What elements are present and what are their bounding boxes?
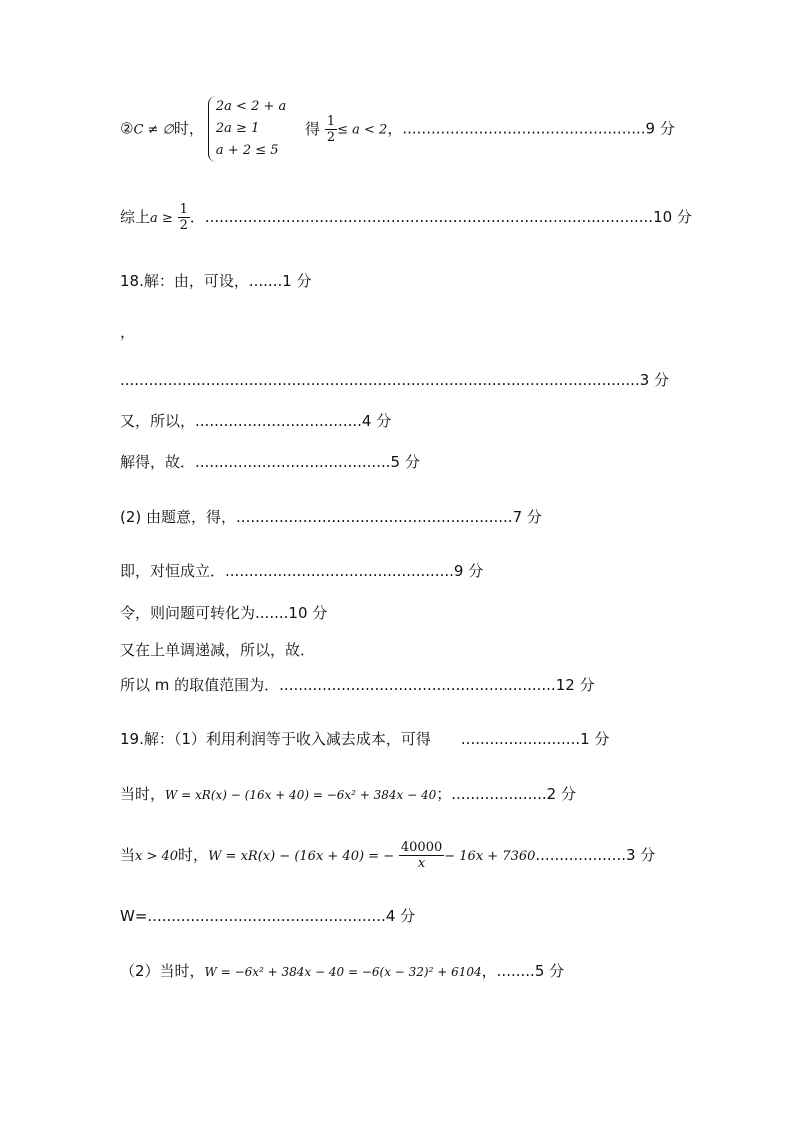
leader-dots: .......................................................... (279, 676, 556, 694)
text: ， (120, 323, 136, 341)
leader-dots: ......................................... (195, 453, 391, 471)
solution-line-14 (120, 784, 576, 805)
solution-line-1 (120, 96, 675, 162)
profit-formula: W = xR(x) − (16x + 40) = − (208, 849, 395, 864)
score: 10 分 (653, 208, 692, 226)
solution-line-2 (120, 202, 692, 233)
text: 令，则问题可转化为 (120, 604, 256, 622)
solution-line-8 (120, 507, 542, 527)
leader-dots: ............................................................................................................. (120, 371, 640, 389)
leader-dots: ......................... (460, 730, 581, 748)
fraction (178, 202, 190, 233)
text: 19.解：（1）利用利润等于收入减去成本，可得 (120, 730, 431, 748)
solution-line-13 (120, 729, 609, 749)
text: 18.解：由，可设， (120, 272, 249, 290)
leader-dots: .............................................................................................. (204, 208, 654, 226)
text: 又在上单调递减，所以，故． (120, 641, 316, 659)
condition-expr: C ≠ ∅ (133, 122, 174, 138)
fraction (399, 840, 444, 871)
text: 时， (178, 846, 209, 864)
leader-dots: ........ (496, 962, 535, 980)
expr: a ≥ (150, 211, 173, 226)
solution-line-7 (120, 452, 420, 472)
text: ， (481, 962, 497, 980)
solution-line-4 (120, 322, 135, 342)
leader-dots: ................................... (195, 412, 362, 430)
solution-line-5 (120, 370, 669, 390)
condition-expr: x > 40 (135, 849, 179, 864)
leader-dots: .................................................. (147, 907, 386, 925)
score: 4 分 (385, 907, 416, 925)
profit-formula: W = xR(x) − (16x + 40) = −6x² + 384x − 40 (165, 788, 437, 802)
score: 2 分 (546, 785, 576, 803)
text: ． (189, 208, 205, 226)
text: ； (436, 785, 452, 803)
text: W= (120, 907, 148, 925)
profit-formula-tail: − 16x + 7360 (444, 849, 536, 864)
leader-dots: ................................................ (225, 562, 454, 580)
score: 7 分 (512, 508, 542, 526)
text: 即，对恒成立． (120, 562, 226, 580)
score: 5 分 (390, 453, 420, 471)
leader-dots: .......................................................... (236, 508, 513, 526)
solution-line-10 (120, 603, 327, 623)
score: 3 分 (625, 846, 656, 864)
fraction-numerator: 1 (326, 113, 336, 129)
text: 又，所以， (120, 412, 196, 430)
solution-line-12 (120, 675, 595, 695)
circled-two: ② (120, 119, 134, 138)
text: 当时， (120, 785, 166, 803)
fraction-denominator: 2 (179, 218, 188, 233)
text: 当 (120, 846, 136, 864)
leader-dots: ....... (255, 604, 289, 622)
range-expr: ≤ a < 2 (337, 122, 388, 138)
solution-line-3 (120, 271, 312, 291)
score: 10 分 (288, 604, 328, 622)
profit-formula: W = −6x² + 384x − 40 = −6(x − 32)² + 6104 (204, 965, 482, 979)
score: 9 分 (453, 562, 484, 580)
score: 1 分 (580, 730, 610, 748)
solution-line-11 (120, 640, 315, 660)
text: 解得，故． (120, 453, 196, 471)
fraction-numerator: 1 (179, 202, 188, 217)
score: 4 分 (361, 412, 392, 430)
leader-dots: ....... (248, 272, 283, 290)
inequality-1: 2a < 2 + a (215, 99, 287, 114)
text: (2) 由题意，得， (120, 508, 237, 526)
fraction (325, 114, 337, 145)
inequality-3: a + 2 ≤ 5 (215, 143, 279, 158)
score: 1 分 (282, 272, 312, 290)
score: 5 分 (534, 962, 565, 980)
text: 综上 (120, 208, 151, 226)
text: （2）当时， (120, 962, 205, 980)
score: 3 分 (639, 371, 670, 389)
solution-line-6 (120, 411, 391, 431)
inequality-system (208, 96, 286, 162)
score: 12 分 (555, 676, 595, 694)
solution-line-16 (120, 906, 415, 926)
text-de: 得 (305, 119, 321, 138)
solution-line-17 (120, 961, 564, 982)
score: 9 分 (645, 119, 675, 138)
solution-line-15 (120, 840, 655, 871)
inequality-2: 2a ≥ 1 (215, 121, 260, 136)
text: 时， (173, 119, 204, 138)
solution-line-9 (120, 561, 483, 581)
fraction-denominator: 2 (326, 129, 336, 145)
leader-dots: ................................................... (402, 119, 646, 138)
leader-dots: .................... (451, 785, 547, 803)
text: 所以 m 的取值范围为． (120, 676, 280, 694)
leader-dots: ................... (535, 846, 626, 864)
fraction-numerator: 40000 (400, 840, 443, 855)
text: ， (387, 119, 403, 138)
fraction-denominator: x (417, 856, 426, 871)
